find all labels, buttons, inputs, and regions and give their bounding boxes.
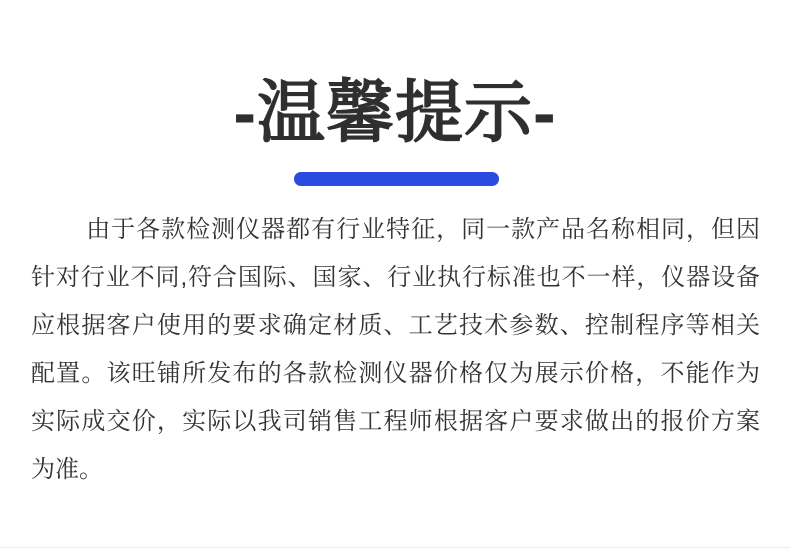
notice-line: 配置。该旺铺所发布的各款检测仪器价格仅为展示价格，不能作为 — [31, 360, 760, 387]
notice-paragraph — [31, 206, 760, 494]
notice-line: 为准。 — [31, 456, 103, 483]
notice-line: 应根据客户使用的要求确定材质、工艺技术参数、控制程序等相关 — [31, 312, 760, 339]
bottom-divider — [0, 547, 790, 548]
notice-line: 针对行业不同,符合国际、国家、行业执行标准也不一样，仪器设备 — [31, 264, 760, 291]
notice-title: -温馨提示- — [233, 75, 557, 151]
title-underline-bar — [294, 172, 499, 186]
notice-line: 由于各款检测仪器都有行业特征，同一款产品名称相同，但因 — [86, 216, 760, 243]
notice-line: 实际成交价，实际以我司销售工程师根据客户要求做出的报价方案 — [31, 408, 760, 435]
